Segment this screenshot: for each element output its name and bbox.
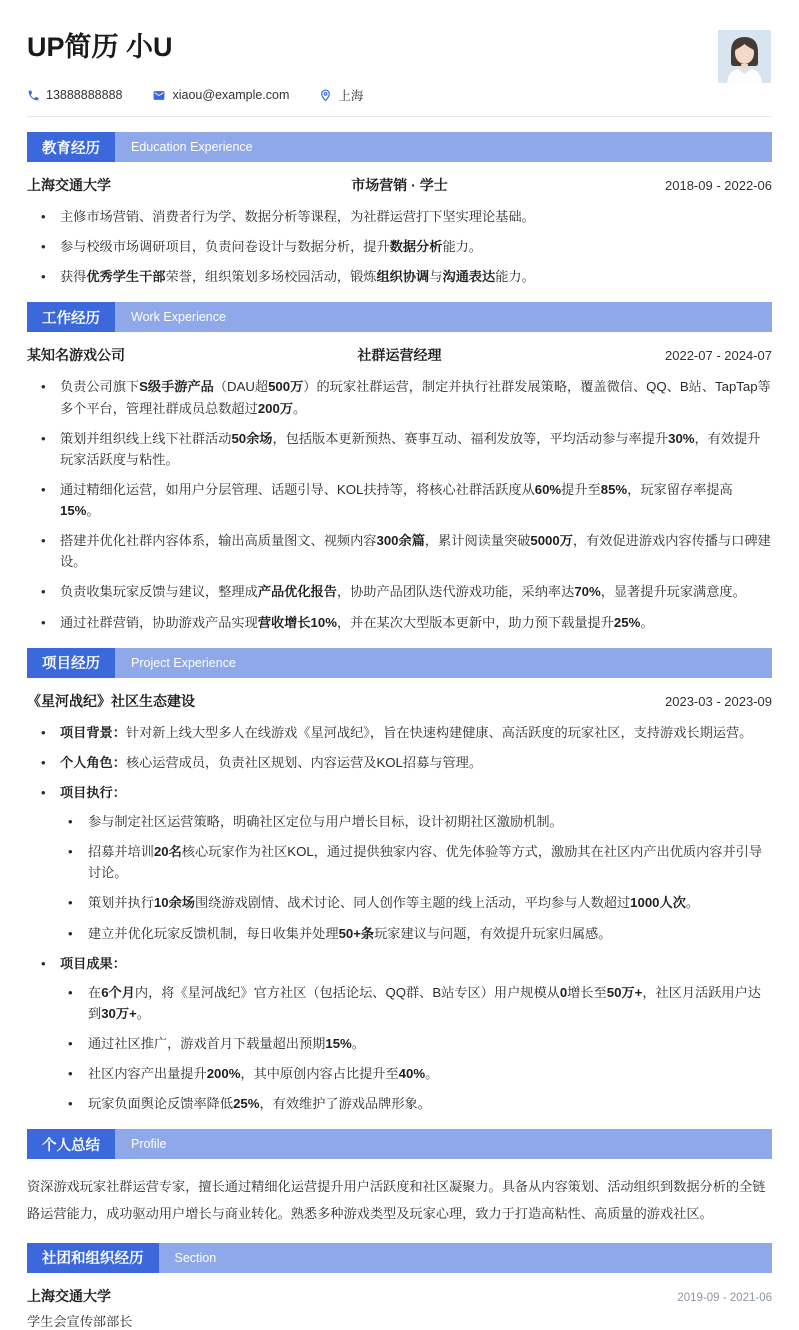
entry-role: 学生会宣传部部长	[27, 1313, 133, 1329]
bullet-item: • 项目执行： • 参与制定社区运营策略，明确社区定位与用户增长目标，设计初期社区激励机制。 • 招募并培训20名核心玩家作为社区KOL，通过提供独家内容、优先体验等方式，激励其在社区内产出优质内容并引导讨论。 • 策划并执行10余场围绕游戏剧情、战术讨论、同人创作等主题的线上活动，平均参与人数超过1000人次。 • 建立并优化玩家反馈机制，每日收集并处理50+条玩家建议与问题，有效提升玩家归属感。	[27, 782, 772, 944]
bullet-item: • 通过精细化运营，如用户分层管理、话题引导、KOL扶持等，将核心社群活跃度从60%提升至85%，玩家留存率提高15%。	[27, 479, 772, 521]
section-title-en: Project Experience	[115, 648, 772, 678]
section-title-en: Profile	[115, 1129, 772, 1159]
bullet-list	[27, 206, 772, 287]
entry-degree: 市场营销 · 学士	[351, 177, 448, 193]
section-profile	[27, 1129, 772, 1227]
bullet-item: • 项目成果： • 在6个月内，将《星河战纪》官方社区（包括论坛、QQ群、B站专区）用户规模从0增长至50万+，社区月活跃用户达到30万+。 • 通过社区推广，游戏首月下载量超出预期15%。 • 社区内容产出量提升200%，其中原创内容占比提升至40%。 • 玩家负面舆论反馈率降低25%，有效维护了游戏品牌形象。	[27, 953, 772, 1115]
section-header-education	[27, 132, 772, 162]
section-title-zh: 教育经历	[27, 132, 115, 162]
section-header-organization	[27, 1243, 772, 1273]
location-icon	[319, 89, 332, 102]
entry-left	[27, 1286, 524, 1330]
entry-row	[27, 1286, 772, 1330]
bullet-list	[27, 376, 772, 632]
entry-name: 某知名游戏公司	[27, 347, 125, 364]
bullet-item: • 通过社群营销，协助游戏产品实现营收增长10%，并在某次大型版本更新中，助力预下载量提升25%。	[27, 612, 772, 633]
entry-name: 上海交通大学	[27, 177, 111, 193]
portrait-illustration	[718, 30, 771, 83]
entry-date: 2022-07 - 2024-07	[665, 348, 772, 364]
bullet-item: • 负责公司旗下S级手游产品（DAU超500万）的玩家社群运营，制定并执行社群发展策略，覆盖微信、QQ、B站、TapTap等多个平台，管理社群成员总数超过200万。	[27, 376, 772, 418]
section-header-profile	[27, 1129, 772, 1159]
bullet-item: • 策划并组织线上线下社群活动50余场，包括版本更新预热、赛事互动、福利发放等，平均活动参与率提升30%，有效提升玩家活跃度与粘性。	[27, 428, 772, 470]
section-header-project	[27, 648, 772, 678]
sub-bullet-item: • 在6个月内，将《星河战纪》官方社区（包括论坛、QQ群、B站专区）用户规模从0增长至50万+，社区月活跃用户达到30万+。	[60, 982, 772, 1024]
section-title-en: Work Experience	[115, 302, 772, 332]
entry-row	[27, 175, 772, 195]
bullet-item: • 参与校级市场调研项目，负责问卷设计与数据分析，提升数据分析能力。	[27, 236, 772, 257]
sub-bullet-item: • 建立并优化玩家反馈机制，每日收集并处理50+条玩家建议与问题，有效提升玩家归属感。	[60, 923, 772, 944]
entry-date: 2023-03 - 2023-09	[665, 693, 772, 709]
section-title-en: Education Experience	[115, 132, 772, 162]
bullet-item: • 负责收集玩家反馈与建议，整理成产品优化报告，协助产品团队迭代游戏功能，采纳率达70%，显著提升玩家满意度。	[27, 581, 772, 602]
sub-bullet-item: • 社区内容产出量提升200%，其中原创内容占比提升至40%。	[60, 1063, 772, 1084]
entry-name: 上海交通大学	[27, 1287, 111, 1304]
sub-bullet-list	[60, 811, 772, 944]
section-title-zh: 项目经历	[27, 648, 115, 678]
sub-bullet-item: • 玩家负面舆论反馈率降低25%，有效维护了游戏品牌形象。	[60, 1093, 772, 1114]
phone-icon	[27, 89, 40, 102]
entry-date: 2019-09 - 2021-06	[677, 1291, 772, 1304]
section-header-work	[27, 302, 772, 332]
sub-bullet-list	[60, 982, 772, 1115]
section-title-en: Section	[159, 1243, 773, 1273]
section-education	[27, 132, 772, 287]
header-divider	[27, 116, 772, 117]
section-work	[27, 302, 772, 632]
profile-paragraph: 资深游戏玩家社群运营专家，擅长通过精细化运营提升用户活跃度和社区凝聚力。具备从内容策划、活动组织到数据分析的全链路运营能力，成功驱动用户增长与商业转化。熟悉多种游戏类型及玩家心理，致力于打造高粘性、高质量的游戏社区。	[27, 1179, 766, 1222]
section-title-zh: 工作经历	[27, 302, 115, 332]
email-icon	[152, 89, 166, 102]
section-title-zh: 个人总结	[27, 1129, 115, 1159]
entry-degree: 社群运营经理	[357, 347, 442, 364]
entry-row	[27, 345, 772, 365]
entry-name: 《星河战纪》社区生态建设	[27, 692, 195, 709]
section-title-zh: 社团和组织经历	[27, 1243, 159, 1273]
profile-photo	[718, 30, 771, 83]
contact-location-text: 上海	[338, 89, 364, 103]
contact-phone-text: 13888888888	[46, 88, 123, 102]
bullet-item: • 个人角色：核心运营成员，负责社区规划、内容运营及KOL招募与管理。	[27, 752, 772, 773]
bullet-item: • 主修市场营销、消费者行为学、数据分析等课程，为社群运营打下坚实理论基础。	[27, 206, 772, 227]
sub-bullet-item: • 招募并培训20名核心玩家作为社区KOL，通过提供独家内容、优先体验等方式，激励其在社区内产出优质内容并引导讨论。	[60, 841, 772, 883]
contact-phone	[27, 88, 122, 102]
bullet-list	[27, 722, 772, 1115]
sub-bullet-item: • 通过社区推广，游戏首月下载量超出预期15%。	[60, 1033, 772, 1054]
bullet-item: • 获得优秀学生干部荣誉，组织策划多场校园活动，锻炼组织协调与沟通表达能力。	[27, 266, 772, 287]
bullet-item: • 项目背景：针对新上线大型多人在线游戏《星河战纪》，旨在快速构建健康、高活跃度的玩家社区，支持游戏长期运营。	[27, 722, 772, 743]
section-project	[27, 648, 772, 1115]
bullet-item: • 搭建并优化社群内容体系，输出高质量图文、视频内容300余篇，累计阅读量突破5000万，有效促进游戏内容传播与口碑建设。	[27, 530, 772, 572]
sections	[27, 132, 772, 1330]
entry-date: 2018-09 - 2022-06	[665, 178, 772, 193]
sub-bullet-item: • 参与制定社区运营策略，明确社区定位与用户增长目标，设计初期社区激励机制。	[60, 811, 772, 832]
contact-row	[27, 86, 772, 104]
page-title: UP简历 小U	[27, 32, 173, 62]
section-organization	[27, 1243, 772, 1330]
sub-bullet-item: • 策划并执行10余场围绕游戏剧情、战术讨论、同人创作等主题的线上活动，平均参与人数超过1000人次。	[60, 892, 772, 913]
contact-email	[152, 88, 289, 102]
contact-email-text: xiaou@example.com	[172, 88, 290, 102]
contact-location	[319, 86, 363, 104]
entry-row	[27, 691, 772, 711]
